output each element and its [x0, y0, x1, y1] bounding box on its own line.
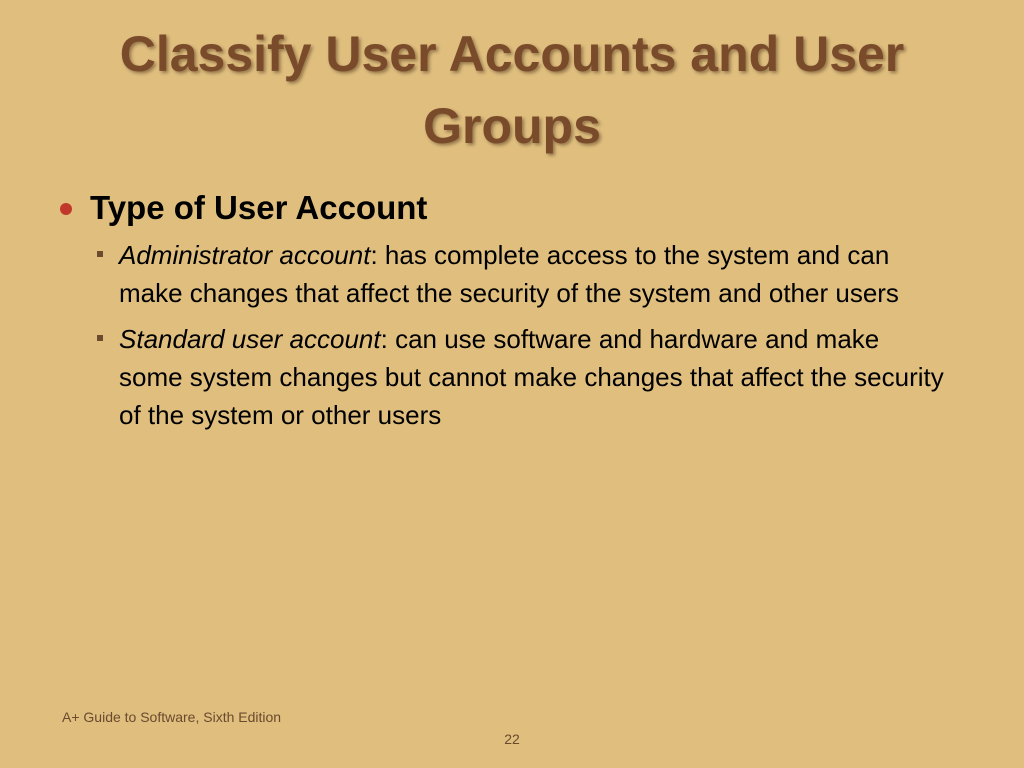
- slide-title: Classify User Accounts and User Groups: [119, 26, 905, 154]
- square-bullet-icon: [97, 251, 103, 257]
- square-bullet-icon: [97, 335, 103, 341]
- slide-content: [60, 186, 960, 442]
- sub-bullet-item: [60, 236, 949, 312]
- sub-bullet-text: : has complete access to the system and can make changes that affect the security of the system and other users: [119, 240, 899, 308]
- sub-bullet-term: Administrator account: [119, 240, 371, 270]
- bullet-level-1: [60, 186, 960, 230]
- bullet-heading: Type of User Account: [90, 189, 428, 226]
- sub-bullet-text: : can use software and hardware and make some system changes but cannot make changes that affect the security of the system or other users: [119, 324, 944, 430]
- footer-source: A+ Guide to Software, Sixth Edition: [62, 709, 282, 725]
- sub-bullet-list: [60, 236, 960, 434]
- page-number: 22: [504, 731, 520, 747]
- round-bullet-icon: [60, 203, 72, 215]
- sub-bullet-item: [60, 320, 949, 434]
- sub-bullet-term: Standard user account: [119, 324, 381, 354]
